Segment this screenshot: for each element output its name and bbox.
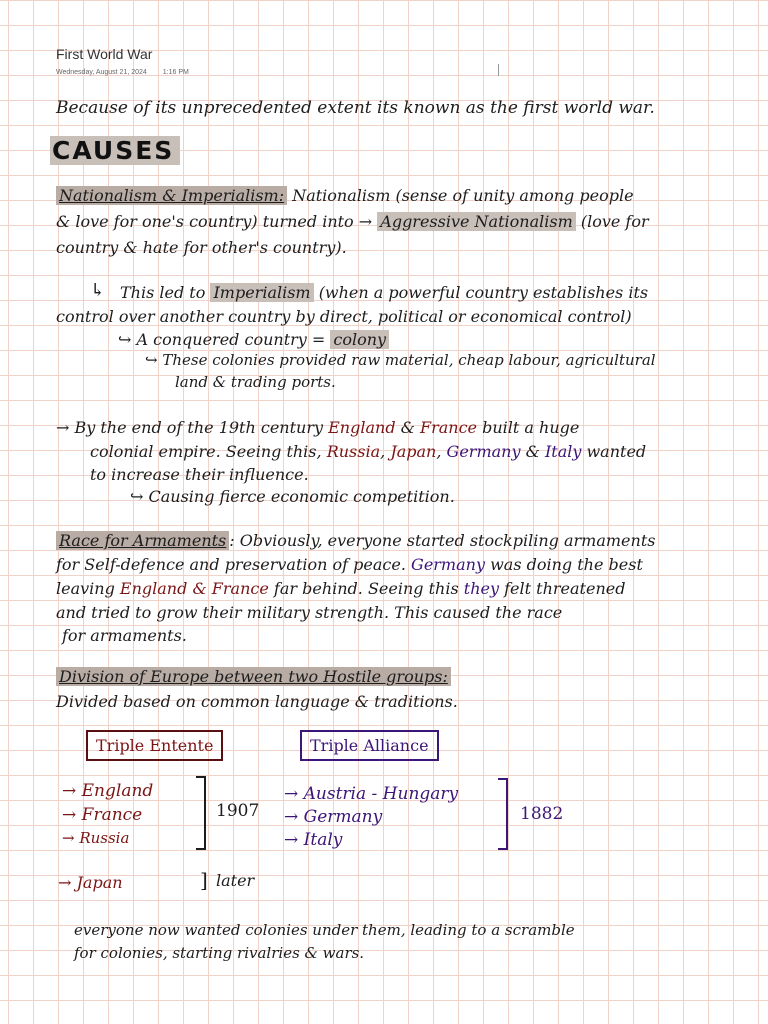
nationalism-line-1: Nationalism & Imperialism: Nationalism (sense of unity among people	[56, 186, 634, 205]
alliance-bracket	[498, 778, 508, 850]
aggressive-nationalism-term: Aggressive Nationalism	[377, 212, 575, 231]
colony-term: colony	[330, 330, 389, 349]
alliance-member-germany: → Germany	[284, 807, 383, 827]
japan-later: later	[216, 871, 255, 890]
colonies-line-1: ↪ These colonies provided raw material, cheap labour, agricultural	[145, 351, 656, 369]
division-line: Divided based on common language & traditions.	[56, 692, 458, 711]
century-line-4: ↪ Causing fierce economic competition.	[130, 487, 455, 506]
armaments-line-1: Race for Armaments : Obviously, everyone started stockpiling armaments	[56, 531, 655, 550]
century-line-2: colonial empire. Seeing this, Russia, Japan, Germany & Italy wanted	[90, 442, 647, 461]
nationalism-line-2: & love for one's country) turned into → Aggressive Nationalism (love for	[56, 212, 649, 231]
imperialism-term: Imperialism	[210, 283, 313, 302]
conclusion-line-2: for colonies, starting rivalries & wars.	[74, 944, 365, 962]
armaments-line-2: for Self-defence and preservation of peace. Germany was doing the best	[56, 555, 643, 574]
page-timestamp	[56, 69, 203, 76]
entente-member-england: → England	[62, 781, 154, 801]
triple-entente-box: Triple Entente	[86, 730, 223, 761]
armaments-heading: Race for Armaments	[56, 531, 229, 550]
russia-text: Russia	[326, 442, 381, 461]
intro-line: Because of its unprecedented extent its known as the first world war.	[56, 98, 655, 118]
nationalism-heading: Nationalism & Imperialism:	[56, 186, 287, 205]
entente-member-japan: → Japan	[58, 873, 123, 892]
japan-bracket: ]	[200, 868, 208, 892]
page-date: Wednesday, August 21, 2024	[56, 69, 147, 76]
alliance-year: 1882	[520, 804, 564, 824]
led-arrow: ↳	[90, 280, 106, 301]
division-heading: Division of Europe between two Hostile groups:	[56, 667, 451, 686]
text-cursor	[498, 64, 499, 76]
italy-text: Italy	[544, 442, 582, 461]
conclusion-line-1: everyone now wanted colonies under them, leading to a scramble	[74, 921, 575, 939]
century-line-1: → By the end of the 19th century England & France built a huge	[56, 418, 580, 437]
colonies-line-2: land & trading ports.	[175, 373, 336, 391]
control-line: control over another country by direct, political or economical control)	[56, 307, 632, 326]
entente-member-russia: → Russia	[62, 829, 130, 847]
page-title: First World War	[56, 46, 153, 62]
armaments-line-4: and tried to grow their military strength. This caused the race	[56, 603, 563, 622]
nationalism-line-3: country & hate for other's country).	[56, 238, 347, 257]
germany-text: Germany	[446, 442, 521, 461]
conquered-line: ↪ A conquered country = colony	[118, 330, 389, 349]
japan-text: Japan	[390, 442, 437, 461]
france-text: France	[420, 418, 478, 437]
alliance-member-austria-hungary: → Austria - Hungary	[284, 784, 459, 804]
page-time: 1:16 PM	[162, 69, 189, 76]
alliance-member-italy: → Italy	[284, 830, 343, 850]
entente-bracket	[196, 776, 206, 850]
entente-year: 1907	[216, 801, 260, 821]
armaments-line-3: leaving England & France far behind. Seeing this they felt threatened	[56, 579, 626, 598]
entente-member-france: → France	[62, 805, 143, 825]
england-text: England	[328, 418, 396, 437]
imperialism-line: This led to Imperialism (when a powerful country establishes its	[120, 283, 649, 302]
causes-heading: CAUSES	[50, 136, 180, 165]
triple-alliance-box: Triple Alliance	[300, 730, 439, 761]
century-line-3: to increase their influence.	[90, 465, 309, 484]
armaments-line-5: for armaments.	[62, 626, 187, 645]
